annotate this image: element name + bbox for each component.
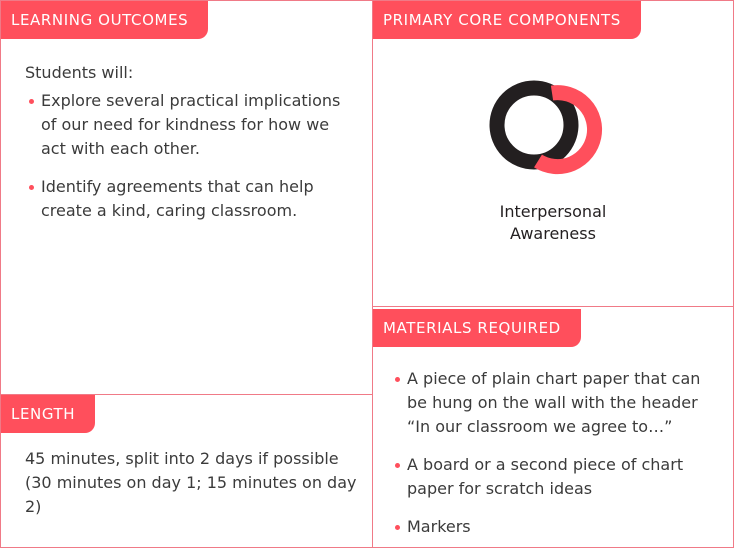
materials-list (395, 367, 715, 553)
materials-panel (372, 306, 734, 548)
core-component-label-line2: Awareness (510, 224, 596, 243)
learning-outcomes-intro: Students will: (25, 63, 134, 82)
list-item: A piece of plain chart paper that can be hung on the wall with the header “In our classroom we agree to…” (395, 367, 715, 439)
core-components-panel (372, 0, 734, 307)
list-item: Identify agreements that can help create a kind, caring classroom. (29, 175, 351, 223)
list-item: A board or a second piece of chart paper for scratch ideas (395, 453, 715, 501)
materials-heading: MATERIALS REQUIRED (373, 309, 581, 347)
list-item: Markers (395, 515, 715, 539)
core-component-label-line1: Interpersonal (499, 202, 607, 221)
interlocking-rings-icon (478, 73, 628, 183)
core-component-label (373, 201, 733, 245)
length-text: 45 minutes, split into 2 days if possible (30 minutes on day 1; 15 minutes on day 2) (25, 449, 357, 516)
list-item: Explore several practical implications of our need for kindness for how we act with each other. (29, 89, 351, 161)
length-heading: LENGTH (1, 395, 95, 433)
core-components-heading: PRIMARY CORE COMPONENTS (373, 1, 641, 39)
length-panel (0, 394, 373, 548)
learning-outcomes-heading: LEARNING OUTCOMES (1, 1, 208, 39)
learning-outcomes-panel (0, 0, 373, 395)
learning-outcomes-list (29, 89, 351, 237)
